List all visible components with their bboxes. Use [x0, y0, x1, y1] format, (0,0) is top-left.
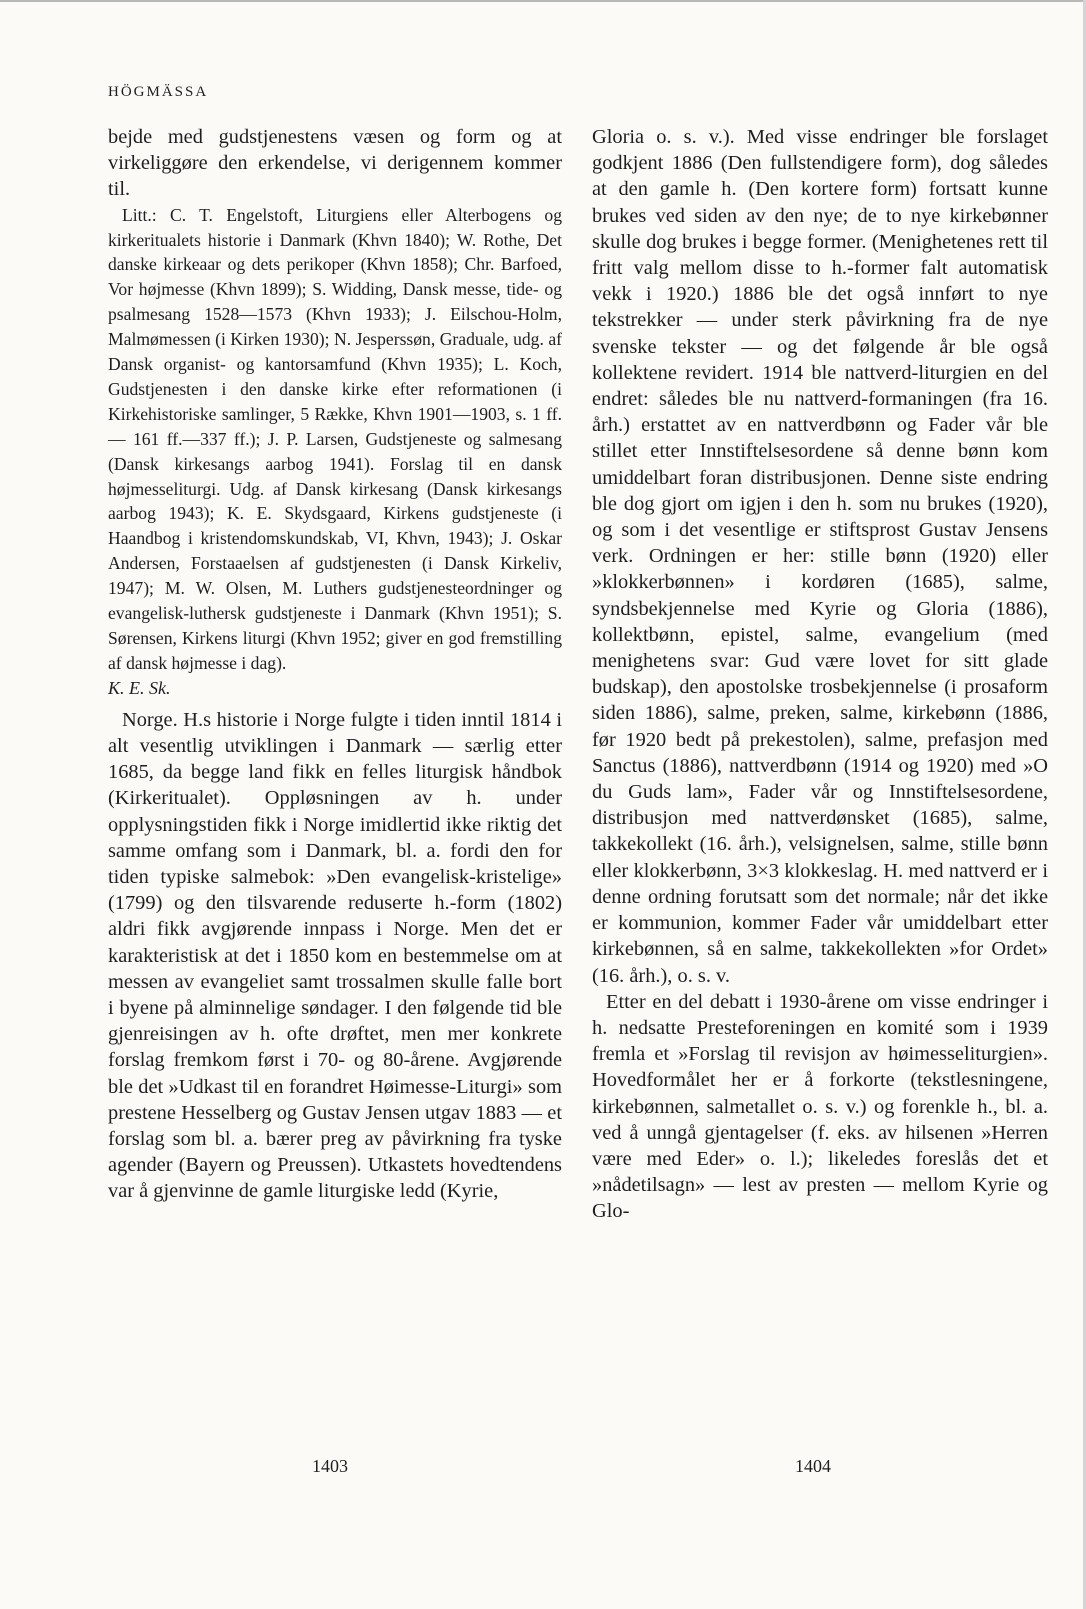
running-head: HÖGMÄSSA — [108, 84, 209, 100]
right-paragraph-2: Etter en del debatt i 1930-årene om visse endringer i h. nedsatte Presteforeningen en komité som i 1939 fremla et »Forslag til revisjon av høimesseliturgien». Hovedformålet her er å forkorte (tekstlesningene, kirkebønnen, salmetallet o. s. v.) og forenkle h., bl. a. ved å unngå gjentagelser (f. eks. av hilsenen »Herren være med Eder» o. l.); likeledes foreslås det et »nådetilsagn» — lest av presten — mellom Kyrie og Glo- — [592, 990, 1048, 1223]
right-column — [592, 124, 1048, 1225]
literature-list: Litt.: C. T. Engelstoft, Liturgiens eller Alterbogens og kirkeritualets historie i Danmark (Khvn 1840); W. Rothe, Det danske kirkeaar og dets perikoper (Khvn 1858); Chr. Barfoed, Vor højmesse (Khvn 1899); S. Widding, Dansk messe, tide- og psalmesang 1528—1573 (Khvn 1933); J. Eilschou-Holm, Malmømessen (i Kirken 1930); N. Jesperssøn, Graduale, udg. af Dansk organist- og kantorsamfund (Khvn 1935); L. Koch, Gudstjenesten i den danske kirke efter reformationen (i Kirkehistoriske samlinger, 5 Række, Khvn 1901—1903, s. 1 ff.— 161 ff.—337 ff.); J. P. Larsen, Gudstjeneste og salmesang (Dansk kirkesangs aarbog 1941). Forslag til en dansk højmesseliturgi. Udg. af Dansk kirkesang (Dansk kirkesangs aarbog 1943); K. E. Skydsgaard, Kirkens gudstjeneste (i Haandbog i kristendomskundskab, VI, Khvn, 1943); J. Oskar Andersen, Forstaaelsen af gudstjenesten (i Dansk Kirkeliv, 1947); M. W. Olsen, M. Luthers gudstjenesteordninger og evangelisk-luthersk gudstjeneste i Danmark (Khvn 1951); S. Sørensen, Kirkens liturgi (Khvn 1952; giver en god fremstilling af dansk højmesse i dag). — [108, 204, 562, 673]
intro-paragraph: bejde med gudstjenestens væsen og form og at virkeliggøre den erkendelse, vi derigennem kommer til. — [108, 126, 562, 201]
left-column — [108, 124, 562, 1205]
page-top-edge — [0, 0, 1086, 2]
page-number-left: 1403 — [312, 1456, 348, 1476]
norge-section: Norge. H.s historie i Norge fulgte i tiden inntil 1814 i alt vesentlig utviklingen i Danmark — særlig etter 1685, da begge land fikk en felles liturgisk håndbok (Kirkeritualet). Oppløsningen av h. under opplysningstiden fikk i Norge imidlertid ikke riktig det samme omfang som i Danmark, bl. a. fordi den for tiden typiske salmebok: »Den evangelisk-kristelige» (1799) og den tilsvarende reduserte h.-form (1802) aldri fikk avgjørende innpass i Norge. Men det er karakteristisk at det i 1850 kom en bestemmelse om at messen av evangeliet samt trossalmen skulle falle bort i byene på alminnelige søndager. I den følgende tid ble gjenreisingen av h. ofte drøftet, men mer konkrete forslag fremkom først i 70- og 80-årene. Avgjørende ble det »Udkast til en forandret Høimesse-Liturgi» som prestene Hesselberg og Gustav Jensen utgav 1883 — et forslag som bl. a. bærer preg av påvirkning fra tyske agender (Bayern og Preussen). Utkastets hovedtendens var å gjenvinne de gamle liturgiske ledd (Kyrie, — [108, 708, 562, 1203]
right-paragraph-1: Gloria o. s. v.). Med visse endringer ble forslaget godkjent 1886 (Den fullstendigere form), dog således at den gamle h. (Den kortere form) fortsatt kunne brukes ved siden av den nye; de to nye kirkebønner skulle dog brukes i begge former. (Menighetenes rett til fritt valg mellom disse to h.-former falt automatisk vekk i 1920.) 1886 ble det også innført to nye tekstrekker — under sterk påvirkning fra de nye svenske tekster — og det følgende år ble også kollektene revidert. 1914 ble nattverd-liturgien en del endret: således ble nu nattverd-formaningen (fra 16. årh.) erstattet av en nattverdbønn og Fader vår ble stillet etter Innstiftelsesordene så denne bønn kom umiddelbart foran distribusjonen. Denne siste endring ble dog gjort om igjen i den h. som nu brukes (1920), og som i det vesentlige er stiftsprost Gustav Jensens verk. Ordningen er her: stille bønn (1920) eller »klokkerbønnen» i kordøren (1685), salme, syndsbekjennelse med Kyrie og Gloria (1886), kollektbønn, epistel, salme, evangelium (med menighetens svar: Gud være lovet for sitt glade budskap), den apostolske trosbekjennelse (i prosaform siden 1886), salme, preken, salme, kirkebønn (1886, før 1920 bedt på prekestolen), salme, prefasjon med Sanctus (1886), nattverdbønn (1914 og 1920) med »O du Guds lam», Fader vår og Innstiftelsesordene, distribusjon med nattverdønsket (1685), salme, takkekollekt (16. årh.), velsignelsen, salme, stille bønn eller klokkerbønn, 3×3 klokkeslag. H. med nattverd er i denne ordning forutsatt som det normale; når det ikke er kommunion, kommer Fader vår umiddelbart etter kirkebønnen, så en salme, takkekollekten »for Ordet» (16. årh.), o. s. v. — [592, 126, 1048, 987]
page-number-right: 1404 — [795, 1456, 831, 1476]
author-signature: K. E. Sk. — [108, 677, 171, 698]
